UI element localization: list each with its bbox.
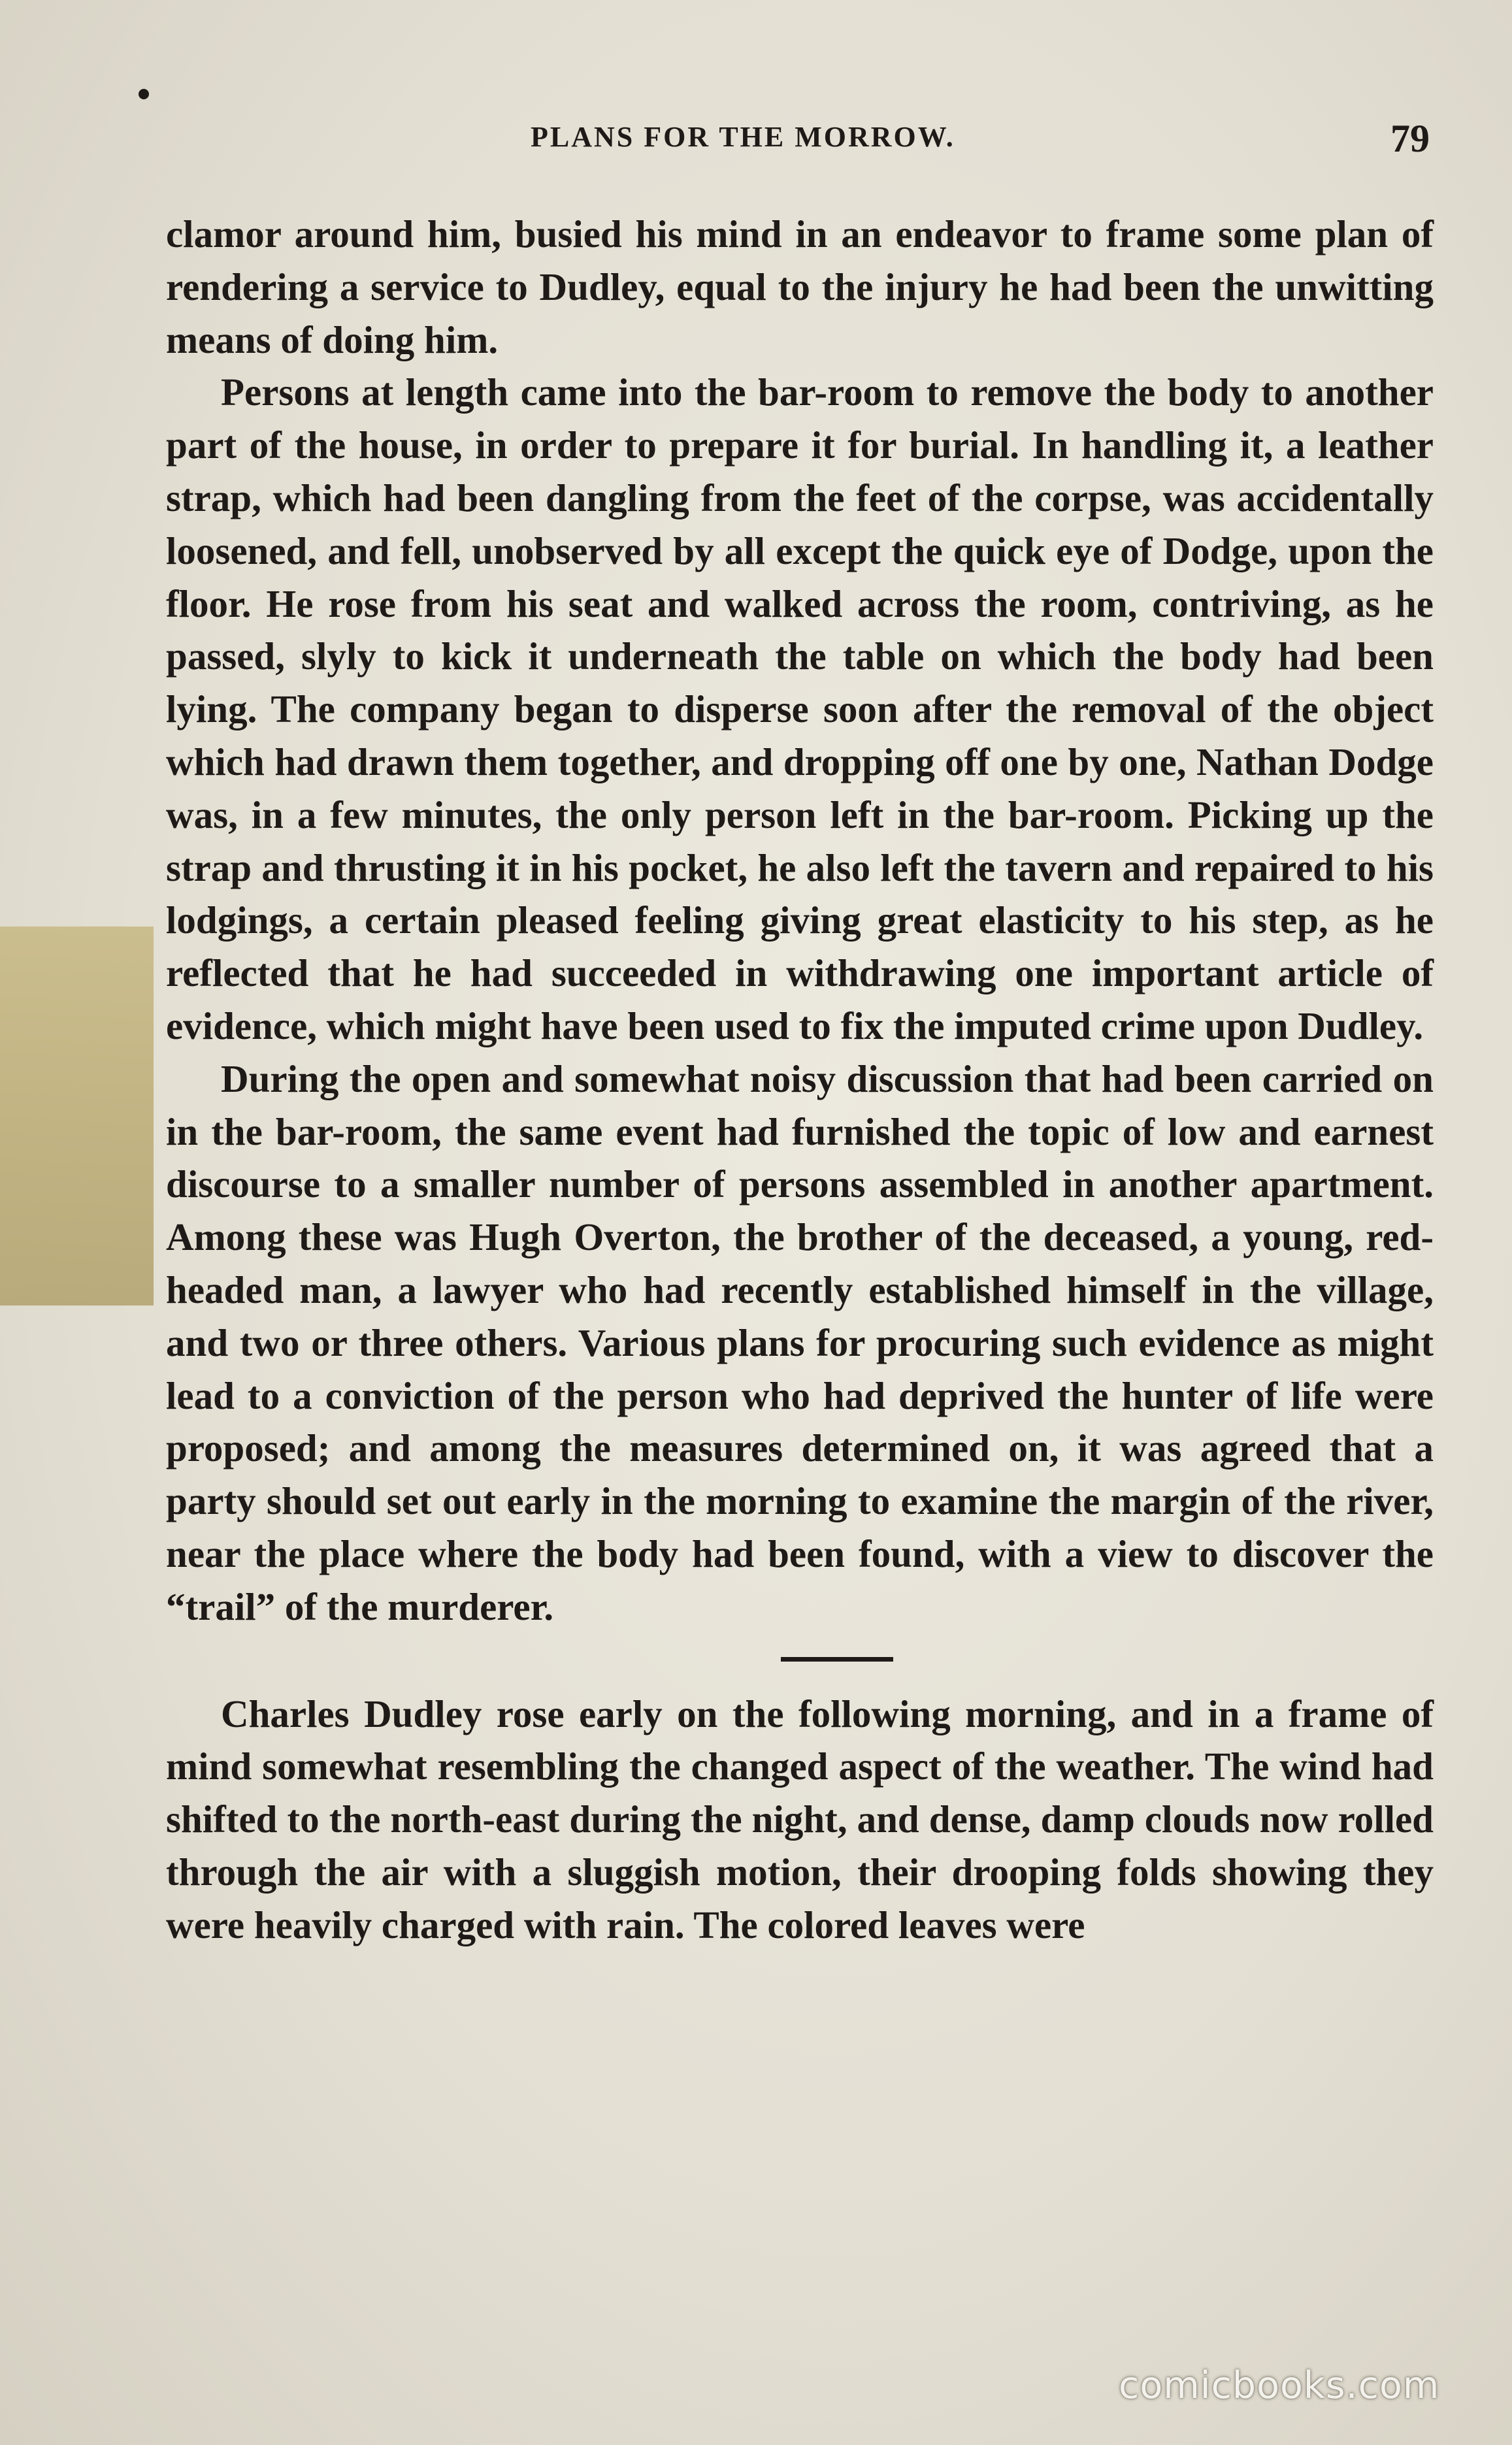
watermark-logo: comicbooks.com xyxy=(1119,2364,1440,2407)
paragraph-dudley-morning: Charles Dudley rose early on the following morning, and in a frame of mind somewhat resembling the changed aspect of the weather. The wind had shifted to the north-east during the night, and dense, damp clouds now rolled through the air with a sluggish motion, their drooping folds showing they were heavily charged with rain. The colored leaves were xyxy=(166,1692,1434,1946)
page-number: 79 xyxy=(1390,117,1430,160)
ink-speck xyxy=(139,89,149,99)
tape-strip xyxy=(0,927,154,1305)
paragraph-strap: Persons at length came into the bar-room to remove the body to another part of the house, in order to prepare it for burial. In handling it, a leather strap, which had been dangling from the feet of the corpse, was accidentally loosened, and fell, unobserved by all except the quick eye of Dodge, upon the floor. He rose from his seat and walked across the room, contriving, as he passed, slyly to kick it underneath the table on which the body had been lying. The company began to disperse soon after the removal of the object which had drawn them together, and dropping off one by one, Nathan Dodge was, in a few minutes, the only person left in the bar-room. Picking up the strap and thrusting it in his pocket, he also left the tavern and repaired to his lodgings, a certain pleased feeling giving great elasticity to his step, as he reflected that he had succeeded in withdrawing one important article of evidence, which might have been used to fix the imputed crime upon Dudley. xyxy=(166,370,1434,1047)
running-title: PLANS FOR THE MORROW. xyxy=(531,121,955,153)
page-header xyxy=(0,116,1512,169)
section-divider xyxy=(781,1657,893,1662)
body-text xyxy=(166,208,1434,1952)
paragraph-discussion: During the open and somewhat noisy discussion that had been carried on in the bar-room, the same event had furnished the topic of low and earnest discourse to a smaller number of persons assembled in another apartment. Among these was Hugh Overton, the brother of the deceased, a young, red-headed man, a lawyer who had recently established himself in the village, and two or three others. Various plans for procuring such evidence as might lead to a conviction of the person who had deprived the hunter of life were proposed; and among the measures determined on, it was agreed that a party should set out early in the morning to examine the margin of the river, near the place where the body had been found, with a view to discover the “trail” of the murderer. xyxy=(166,1057,1434,1628)
paragraph-continuation: clamor around him, busied his mind in an endeavor to frame some plan of rendering a service to Dudley, equal to the injury he had been the unwitting means of doing him. xyxy=(166,212,1434,361)
